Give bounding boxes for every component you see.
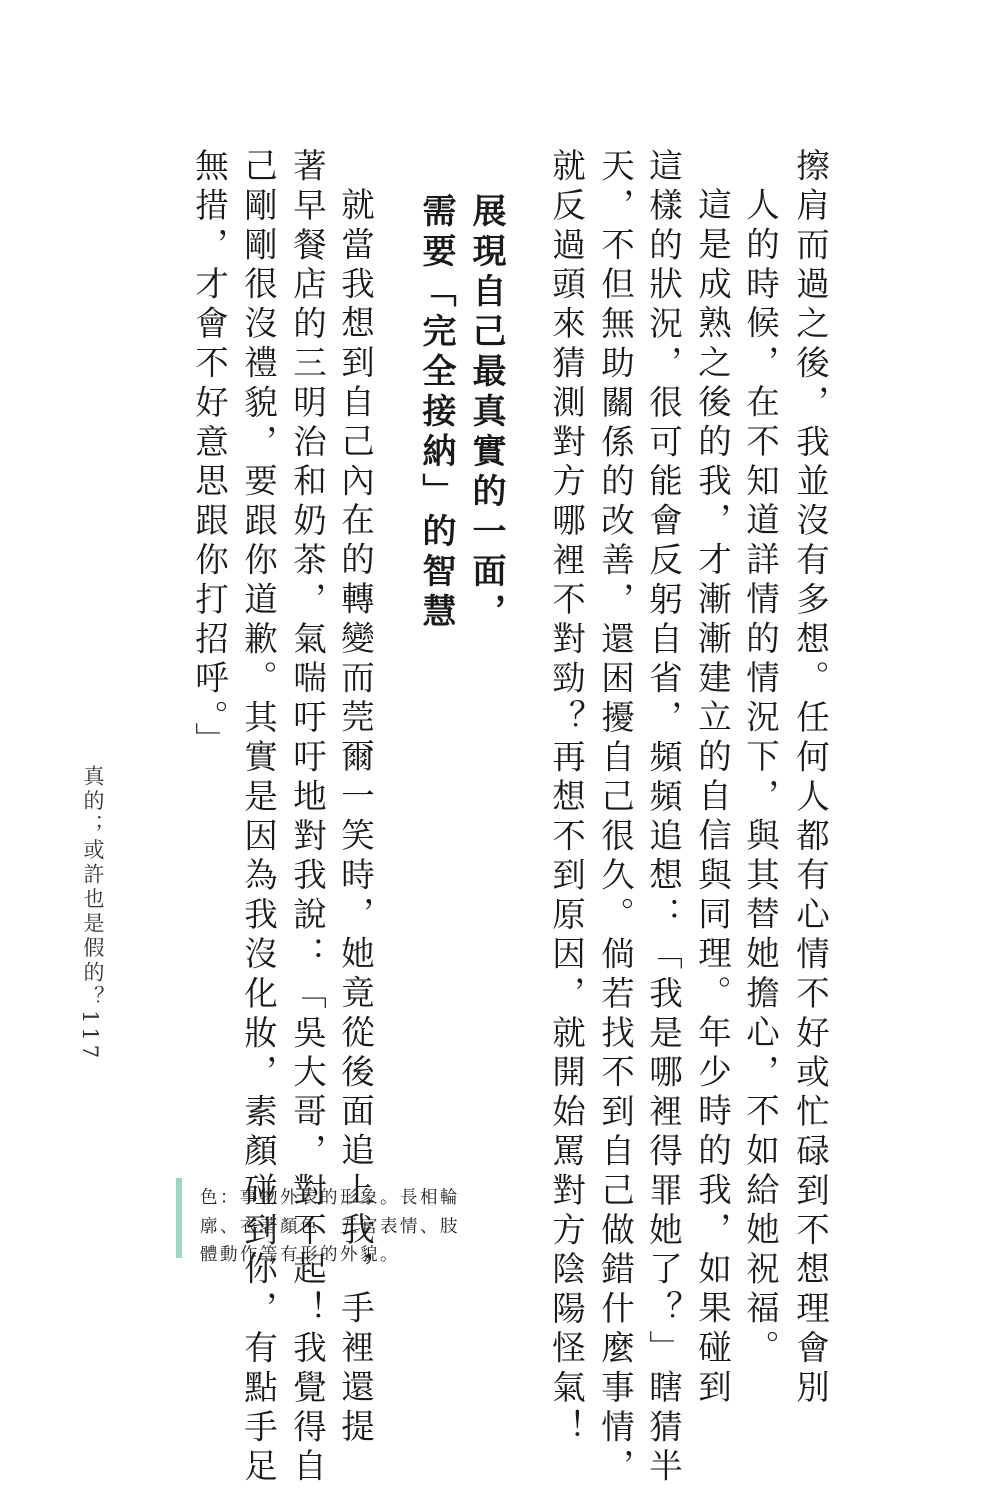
- body-column-6: 就反過頭來猜測對方哪裡不對勁？再想不到原因，就開始罵對方陰陽怪氣！: [546, 148, 586, 1449]
- body-column-7: 就當我想到自己內在的轉變而莞爾一笑時，她竟從後面追上我，手裡還提: [335, 187, 375, 1448]
- body-column-8: 著早餐店的三明治和奶茶，氣喘吁吁地對我說：「吳大哥，對不起！我覺得自: [287, 148, 327, 1488]
- sidenote-accent-bar: [176, 1178, 182, 1258]
- body-column-5: 天，不但無助關係的改善，還困擾自己很久。倘若找不到自己做錯什麼事情，: [595, 148, 635, 1488]
- body-column-4: 這樣的狀況，很可能會反躬自省，頻頻追想：「我是哪裡得罪她了？」瞎猜半: [643, 148, 683, 1488]
- body-column-9: 己剛剛很沒禮貌，要跟你道歉。其實是因為我沒化妝，素顏碰到你，有點手足: [238, 148, 278, 1488]
- sidenote: [176, 1178, 476, 1265]
- running-head: 真的；或許也是假的？: [81, 765, 105, 1010]
- body-column-3: 這是成熟之後的我，才漸漸建立的自信與同理。年少時的我，如果碰到: [692, 187, 732, 1409]
- page-number: 117: [78, 1010, 102, 1063]
- body-column-10: 無措，才會不好意思跟你打招呼。」: [189, 148, 229, 762]
- body-column-2: 人的時候，在不知道詳情的情況下，與其替她擔心，不如給她祝福。: [740, 187, 780, 1369]
- sidenote-line-2: 廓、衣著顏色、五官表情、肢: [200, 1217, 460, 1237]
- sidenote-line-3: 體動作等有形的外貌。: [200, 1245, 400, 1265]
- sidenote-line-1: 色：事物外表的形象。長相輪: [200, 1188, 460, 1208]
- section-heading-line-2: 需要「完全接納」的智慧: [416, 193, 456, 633]
- section-heading-line-1: 展現自己最真實的一面，: [466, 193, 506, 633]
- body-column-1: 擦肩而過之後，我並沒有多想。任何人都有心情不好或忙碌到不想理會別: [790, 148, 830, 1409]
